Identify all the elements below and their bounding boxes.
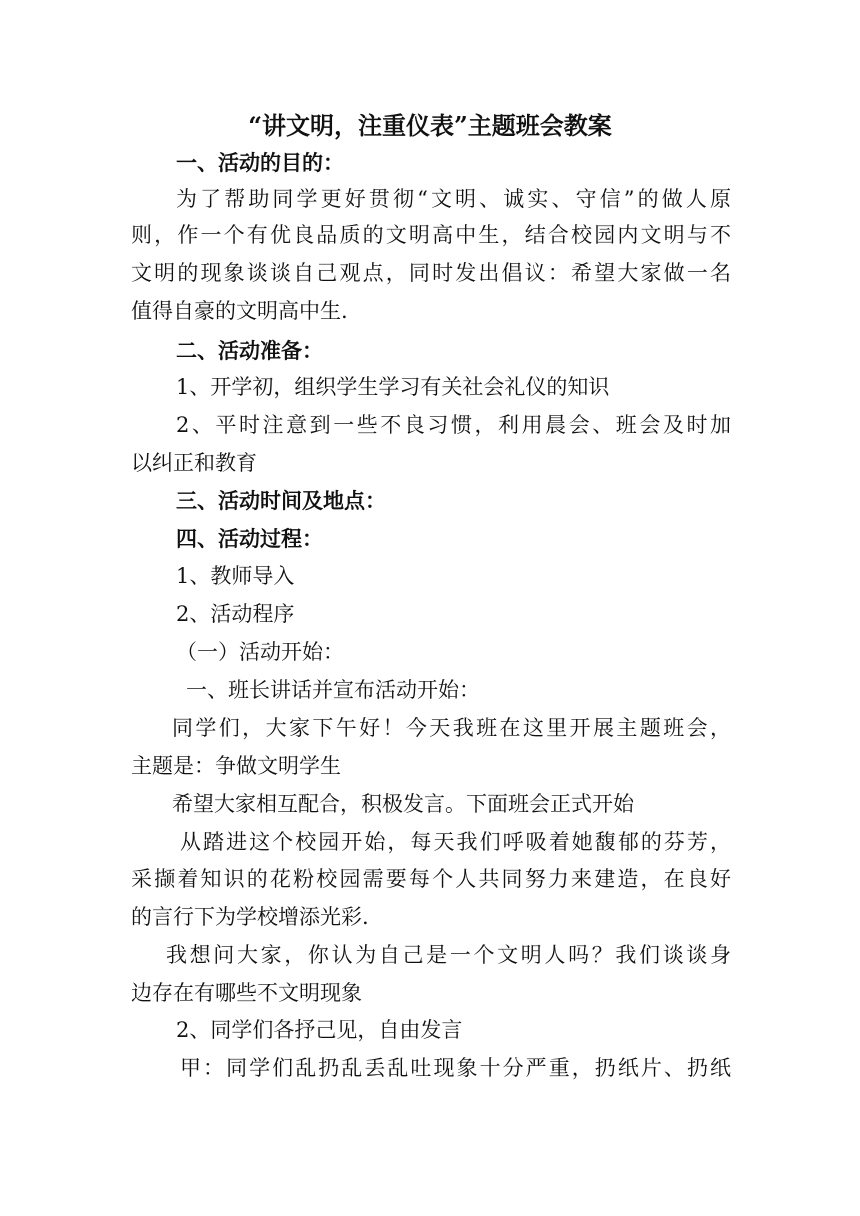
paragraph-line: 的言行下为学校增添光彩. [131, 905, 369, 929]
paragraph-line: 边存在有哪些不文明现象 [131, 981, 362, 1005]
paragraph-line: 同学们，大家下午好！今天我班在这里开展主题班会， [172, 716, 731, 740]
paragraph-line: 2、同学们各抒己见，自由发言 [176, 1018, 463, 1042]
section-heading-purpose: 一、活动的目的： [176, 150, 344, 175]
paragraph-line: 我想问大家，你认为自己是一个文明人吗？我们谈谈身 [166, 943, 731, 967]
paragraph-line: 1、开学初，组织学生学习有关社会礼仪的知识 [176, 375, 610, 399]
document-title: “讲文明，注重仪表”主题班会教案 [248, 111, 612, 140]
paragraph-line: 主题是：争做文明学生 [131, 754, 341, 778]
paragraph-line: 为了帮助同学更好贯彻“文明、诚实、守信”的做人原 [176, 187, 731, 211]
paragraph-line: 则，作一个有优良品质的文明高中生，结合校园内文明与不 [131, 223, 731, 247]
paragraph-line: 2、活动程序 [176, 602, 295, 626]
section-heading-process: 四、活动过程： [176, 526, 323, 551]
section-heading-preparation: 二、活动准备： [176, 338, 323, 363]
section-heading-time-place: 三、活动时间及地点： [176, 488, 386, 513]
paragraph-line: 以纠正和教育 [131, 451, 257, 475]
paragraph-line: 文明的现象谈谈自己观点，同时发出倡议：希望大家做一名 [131, 261, 731, 285]
paragraph-line: 值得自豪的文明高中生. [131, 299, 348, 323]
paragraph-line: 希望大家相互配合，积极发言。下面班会正式开始 [172, 792, 634, 816]
paragraph-line: 一、班长讲话并宣布活动开始： [186, 678, 480, 702]
paragraph-line: 从踏进这个校园开始，每天我们呼吸着她馥郁的芬芳， [180, 830, 731, 854]
paragraph-line: 采撷着知识的花粉校园需要每个人共同努力来建造，在良好 [131, 867, 731, 891]
paragraph-line: 1、教师导入 [176, 564, 295, 588]
paragraph-line: 2、平时注意到一些不良习惯，利用晨会、班会及时加 [176, 413, 731, 437]
paragraph-line: 甲：同学们乱扔乱丢乱吐现象十分严重，扔纸片、扔纸 [180, 1056, 731, 1080]
paragraph-line: （一）活动开始： [176, 640, 344, 664]
